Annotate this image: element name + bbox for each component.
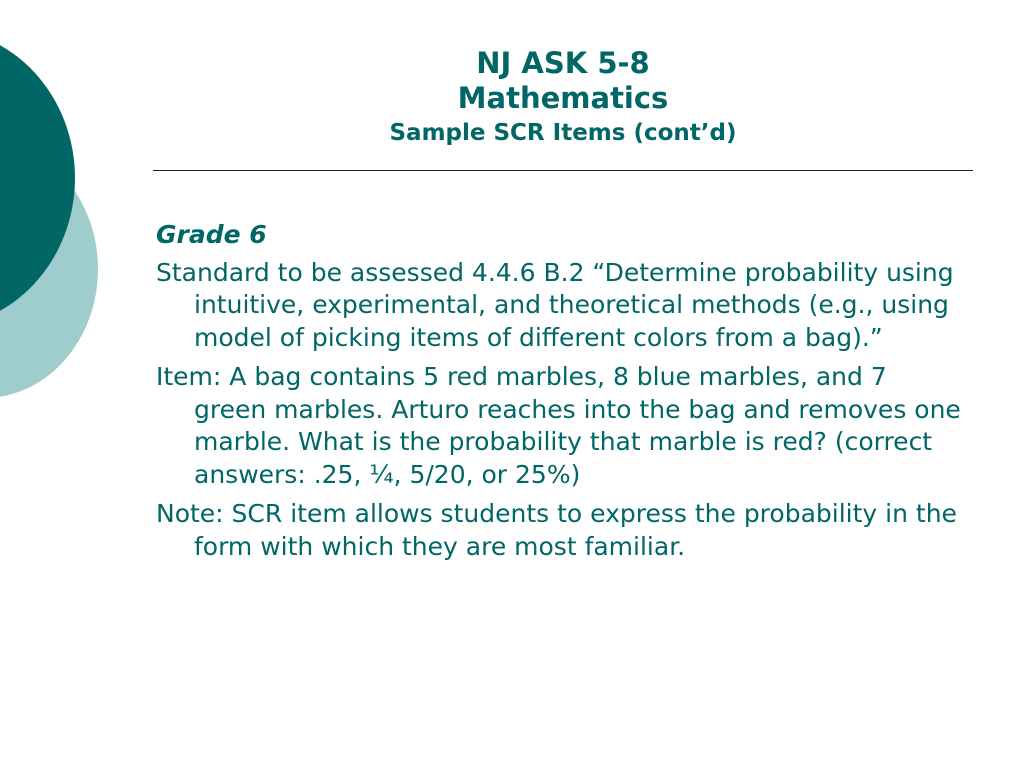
item-paragraph: Item: A bag contains 5 red marbles, 8 blue marbles, and 7 green marbles. Arturo reaches into the bag and removes one marble. What is the probability that marble is red? (correct answers: .25, ¼, 5/20, or 25%) [156, 362, 961, 489]
slide-title: NJ ASK 5-8 [476, 46, 650, 80]
grade-heading: Grade 6 [156, 220, 267, 249]
slide-body [156, 219, 966, 570]
slide-subheading: Sample SCR Items (cont’d) [389, 120, 737, 146]
slide-subtitle: Mathematics [457, 81, 669, 115]
standard-paragraph: Standard to be assessed 4.4.6 B.2 “Determine probability using intuitive, experimental, and theoretical methods (e.g., using model of picking items of different colors from a bag).” [156, 257, 954, 352]
title-block [150, 46, 976, 148]
note-paragraph: Note: SCR item allows students to express the probability in the form with which they are most familiar. [156, 499, 957, 561]
title-divider [153, 170, 973, 171]
